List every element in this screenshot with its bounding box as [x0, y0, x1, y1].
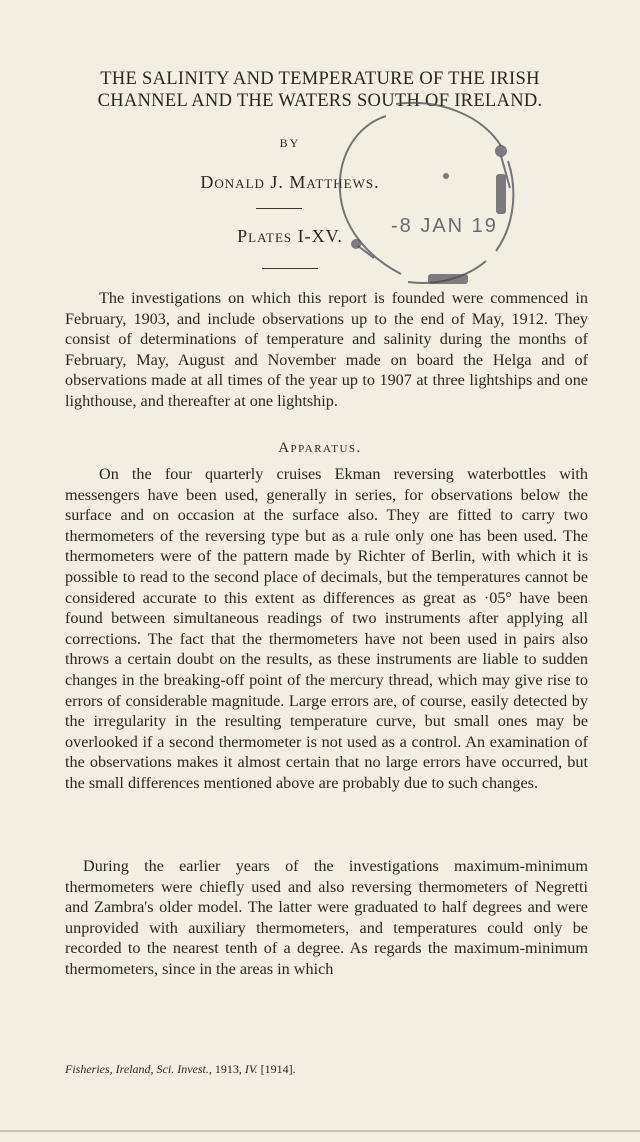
byline: BY [279, 136, 301, 150]
footer-volume: IV. [244, 1062, 258, 1076]
footer-year: 1913, [214, 1062, 242, 1076]
title-line-1: THE SALINITY AND TEMPERATURE OF THE IRISH [100, 69, 540, 89]
apparatus-paragraph-1 [65, 464, 588, 794]
section-heading: Apparatus. [278, 440, 362, 456]
intro-paragraph [65, 288, 588, 412]
page-footer [65, 1062, 296, 1077]
stamp-date: -8 JAN 19 [391, 215, 498, 237]
apparatus-text-2: During the earlier years of the investigations maximum-minimum thermometers were chiefly used and also reversing thermometers of Negretti and Zambra's older model. The latter were graduated to half degrees and were unprovided with auxiliary thermometers, and temperatures could only be recorded to the nearest tenth of a degree. As regards the maximum-minimum thermometers, since in the areas in which [65, 857, 588, 978]
footer-journal: Fisheries, Ireland, Sci. Invest., [65, 1062, 212, 1076]
title-line-2: CHANNEL AND THE WATERS SOUTH OF IRELAND. [97, 91, 543, 111]
page-edge [0, 1130, 640, 1132]
footer-bracket-year: [1914]. [260, 1062, 296, 1076]
plates-note: Plates I-XV. [237, 226, 343, 246]
intro-text: The investigations on which this report is founded were commenced in February, 1903, and include observations up to the end of May, 1912. They consist of determinations of temperature and salinity during the months of February, May, August and November made on board the Helga and of observations made at all times of the year up to 1907 at three lightships and one lighthouse, and thereafter at one lightship. [65, 289, 588, 410]
library-stamp [296, 96, 526, 286]
author-name: Donald J. Matthews. [200, 172, 380, 192]
apparatus-paragraph-2 [65, 856, 588, 980]
apparatus-text-1: On the four quarterly cruises Ekman reversing waterbottles with messengers have been used, generally in series, for observations below the surface and on occasion at the surface also. They are fitted to carry two thermometers of the reversing type but as a rule only one has been used. The thermometers were of the pattern made by Richter of Berlin, with which it is possible to read to the second place of decimals, but the temperatures cannot be considered accurate to this extent as differences as great as ·05° have been found between simultaneous readings of two instruments after applying all corrections. The fact that the thermometers have not been used in pairs also throws a certain doubt on the results, as these instruments are liable to sudden changes in the breaking-off point of the mercury thread, which may give rise to errors of considerable magnitude. Large errors are, of course, easily detected by the irregularity in the resulting temperature curve, but small ones may be overlooked if a second thermometer is not used as a control. An examination of the observations makes it almost certain that no large errors have occurred, but the small differences mentioned above are probably due to such changes. [65, 465, 588, 792]
